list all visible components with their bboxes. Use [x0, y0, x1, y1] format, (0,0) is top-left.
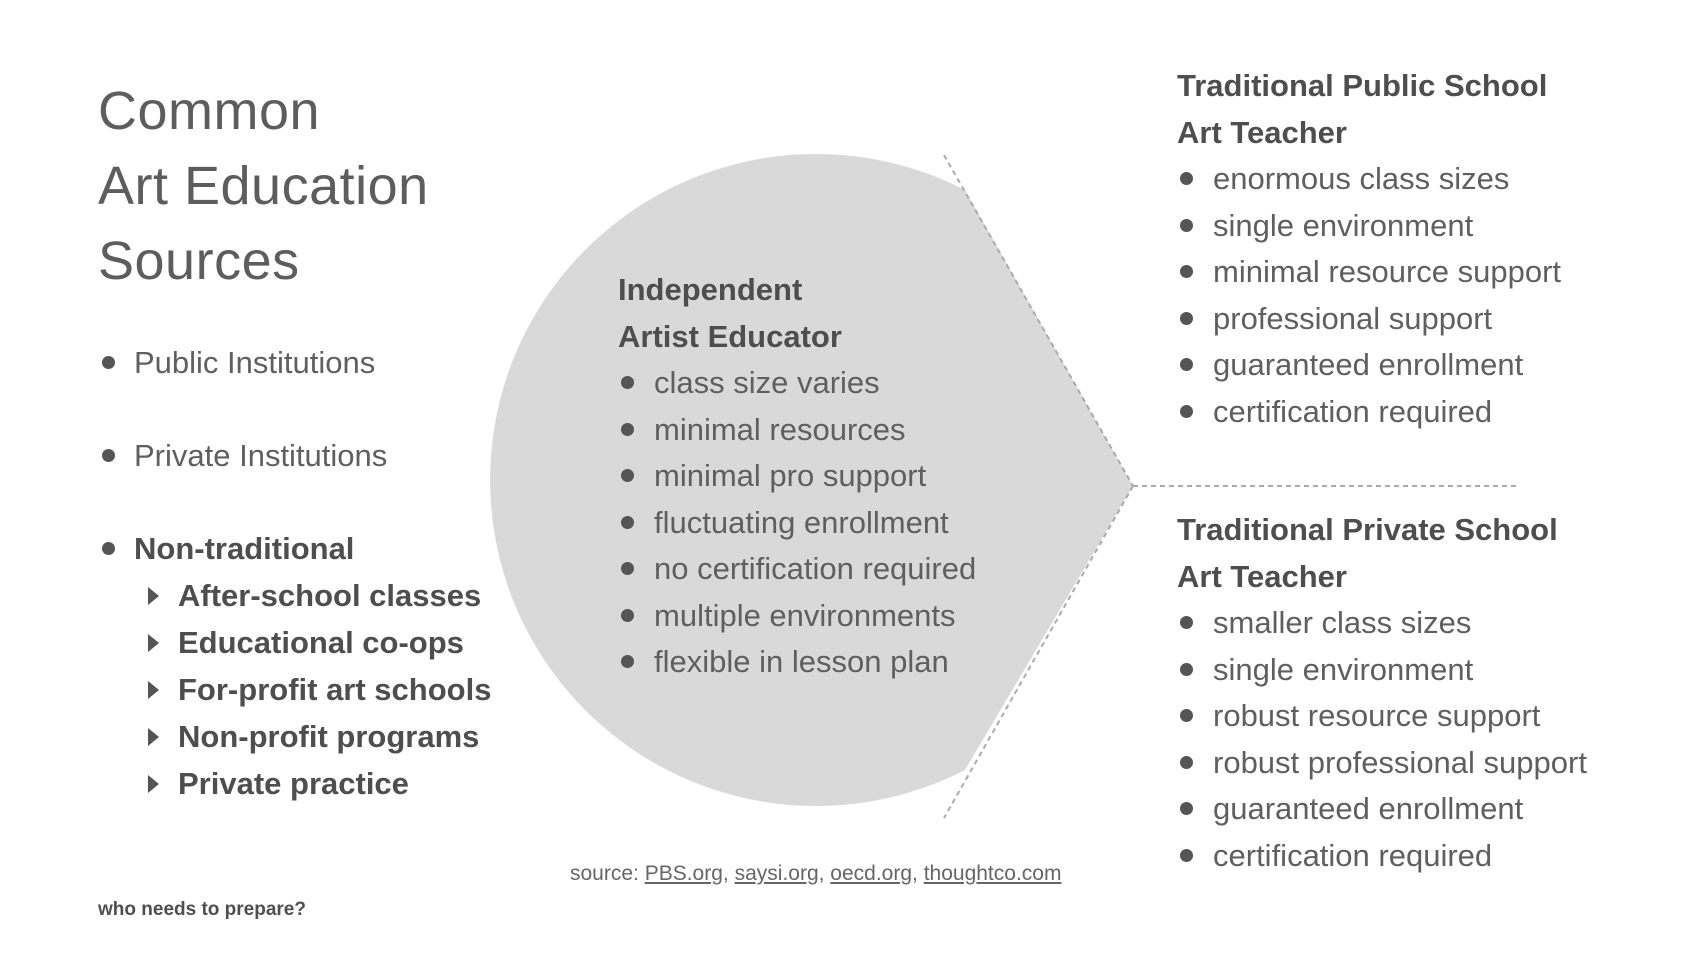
bullet-icon — [1180, 265, 1193, 278]
title-line: Traditional Private School — [1177, 512, 1558, 547]
sublist-item-label: Educational co-ops — [178, 625, 464, 660]
list-item — [1177, 156, 1561, 203]
list-item-label: smaller class sizes — [1213, 605, 1472, 640]
sublist-item — [134, 666, 491, 713]
page-title — [98, 74, 429, 299]
source-link-oecd[interactable]: oecd.org — [830, 862, 913, 885]
bullet-icon — [621, 376, 634, 389]
list-item-label: fluctuating enrollment — [654, 504, 949, 540]
title-line: Traditional Public School — [1177, 68, 1548, 103]
list-item — [1177, 342, 1561, 389]
list-item — [618, 546, 976, 593]
list-item-label: certification required — [1213, 837, 1493, 873]
bullet-icon — [621, 423, 634, 436]
list-item — [1177, 693, 1587, 740]
title-line-3: Sources — [98, 231, 300, 291]
title-line: Art Teacher — [1177, 115, 1347, 150]
list-item — [1177, 786, 1587, 833]
title-line: Art Teacher — [1177, 559, 1347, 594]
list-item-label: single environment — [1213, 651, 1474, 687]
bullet-icon — [1180, 709, 1193, 722]
independent-educator-list — [618, 360, 976, 686]
list-item-label: Private Institutions — [134, 438, 388, 473]
bullet-icon — [1180, 802, 1193, 815]
bullet-icon — [102, 449, 115, 462]
source-citation — [570, 862, 1061, 886]
triangle-bullet-icon — [148, 681, 159, 699]
triangle-bullet-icon — [148, 775, 159, 793]
list-item-label: minimal resources — [654, 411, 906, 447]
public-teacher-list — [1177, 156, 1561, 435]
bullet-icon — [621, 655, 634, 668]
list-item — [1177, 203, 1561, 250]
list-item-label: professional support — [1213, 300, 1493, 336]
list-item — [1177, 249, 1561, 296]
source-link-saysi[interactable]: saysi.org — [734, 862, 819, 885]
sources-list — [98, 340, 491, 807]
triangle-bullet-icon — [148, 587, 159, 605]
sublist-item — [134, 619, 491, 666]
title-line: Artist Educator — [618, 319, 842, 354]
list-item — [1177, 389, 1561, 436]
list-item — [1177, 600, 1587, 647]
bullet-icon — [1180, 172, 1193, 185]
bullet-icon — [621, 469, 634, 482]
source-separator: , — [722, 862, 735, 885]
bullet-icon — [1180, 616, 1193, 629]
list-item-label: multiple environments — [654, 597, 956, 633]
bullet-icon — [1180, 756, 1193, 769]
source-prefix: source: — [570, 862, 645, 885]
private-teacher-list — [1177, 600, 1587, 879]
list-item-label: no certification required — [654, 551, 977, 586]
list-item-nontraditional — [98, 526, 491, 807]
list-item-label: guaranteed enrollment — [1213, 791, 1524, 826]
bullet-icon — [102, 356, 115, 369]
list-item-label: certification required — [1213, 393, 1493, 429]
list-item — [618, 360, 976, 407]
bullet-icon — [1180, 312, 1193, 325]
list-item-label: Public Institutions — [134, 345, 376, 380]
triangle-bullet-icon — [148, 728, 159, 746]
bullet-icon — [621, 516, 634, 529]
list-item — [618, 407, 976, 454]
source-separator: , — [912, 862, 924, 885]
bullet-icon — [1180, 219, 1193, 232]
sublist-item-label: After-school classes — [178, 578, 482, 613]
list-item — [1177, 647, 1587, 694]
nontraditional-sublist — [134, 572, 491, 807]
list-item-label: guaranteed enrollment — [1213, 347, 1524, 382]
list-item — [618, 639, 976, 686]
independent-educator-title — [618, 266, 976, 360]
bullet-icon — [1180, 849, 1193, 862]
list-item-public — [98, 340, 491, 433]
source-separator: , — [818, 862, 831, 885]
private-teacher-block — [1177, 506, 1587, 879]
list-item-label: minimal pro support — [654, 458, 927, 493]
list-item-label: minimal resource support — [1213, 254, 1562, 289]
title-line-1: Common — [98, 81, 321, 141]
list-item — [1177, 740, 1587, 787]
title-line-2: Art Education — [98, 156, 429, 216]
list-item-label: enormous class sizes — [1213, 161, 1510, 196]
list-item — [618, 500, 976, 547]
bullet-icon — [1180, 358, 1193, 371]
bullet-icon — [621, 609, 634, 622]
triangle-bullet-icon — [148, 634, 159, 652]
sublist-item-label: Private practice — [178, 766, 409, 801]
title-line: Independent — [618, 272, 803, 307]
sublist-item-label: For-profit art schools — [178, 672, 492, 707]
list-item-private — [98, 433, 491, 526]
list-item-label: Non-traditional — [134, 531, 355, 566]
sublist-item — [134, 760, 491, 807]
private-teacher-title — [1177, 506, 1587, 600]
independent-educator-block — [618, 266, 976, 686]
list-item-label: flexible in lesson plan — [654, 644, 949, 679]
bullet-icon — [621, 562, 634, 575]
bullet-icon — [1180, 663, 1193, 676]
source-link-thoughtco[interactable]: thoughtco.com — [923, 862, 1062, 885]
footer-note: who needs to prepare? — [98, 899, 306, 920]
sublist-item-label: Non-profit programs — [178, 719, 480, 754]
list-item — [618, 453, 976, 500]
source-link-pbs[interactable]: PBS.org — [644, 862, 723, 885]
list-item-label: class size varies — [654, 365, 880, 400]
list-item-label: robust professional support — [1213, 744, 1587, 780]
list-item-label: single environment — [1213, 207, 1474, 243]
list-item — [618, 593, 976, 640]
bullet-icon — [102, 542, 115, 555]
public-teacher-block — [1177, 62, 1561, 435]
list-item-label: robust resource support — [1213, 698, 1541, 733]
bullet-icon — [1180, 405, 1193, 418]
list-item — [1177, 833, 1587, 880]
sublist-item — [134, 713, 491, 760]
list-item — [1177, 296, 1561, 343]
sublist-item — [134, 572, 491, 619]
public-teacher-title — [1177, 62, 1561, 156]
